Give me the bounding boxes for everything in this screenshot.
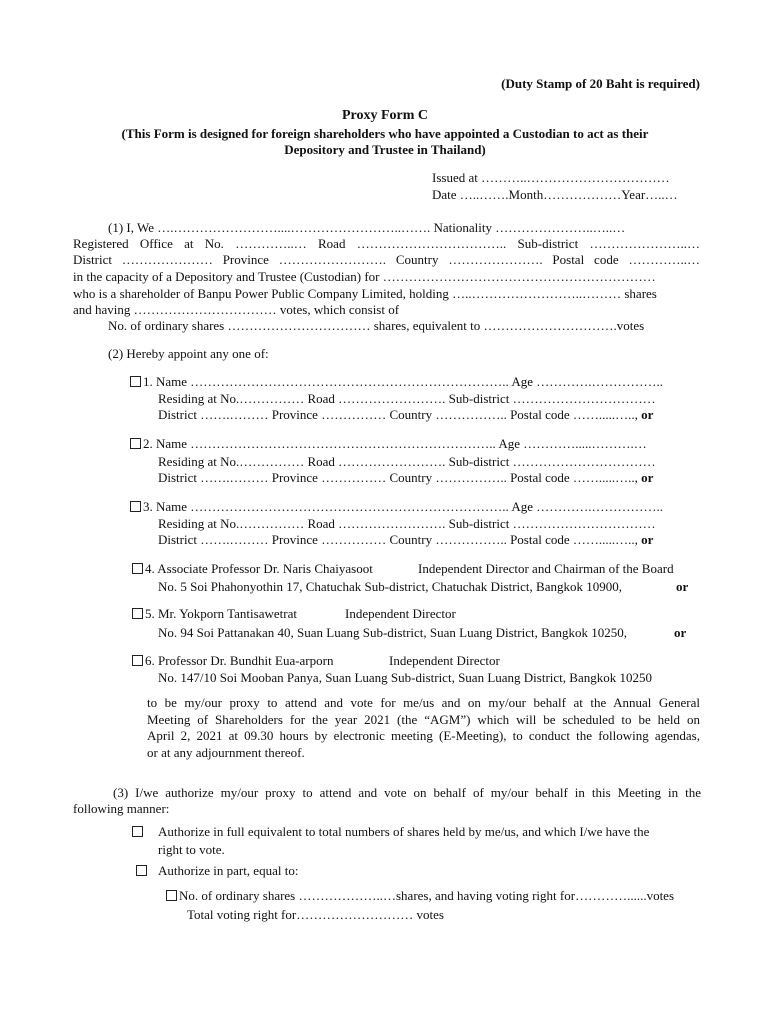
checkbox[interactable] xyxy=(166,890,177,901)
proxy-option-2[interactable] xyxy=(130,436,647,452)
director-4-address: No. 5 Soi Phahonyothin 17, Chatuchak Sub-district, Chatuchak District, Bangkok 10900, xyxy=(158,579,622,594)
or-label: or xyxy=(641,532,654,547)
text-line: to be my/our proxy to attend and vote for me/us and on my/our behalf at the Annual General xyxy=(147,695,700,710)
checkbox[interactable] xyxy=(132,826,143,837)
proxy-1-district[interactable] xyxy=(158,407,653,423)
district-text: District …….……… Province …………… Country …………….. Postal code …….....….., xyxy=(158,470,638,485)
checkbox[interactable] xyxy=(132,655,143,666)
authorize-full-label-cont: right to vote. xyxy=(158,842,225,857)
proxy-3-address[interactable]: Residing at No.…………… Road ……………………. Sub-district …………………………… xyxy=(158,516,656,531)
word: Road xyxy=(318,236,346,251)
authorize-part-label: Authorize in part, equal to: xyxy=(158,863,299,878)
proxy-name-field[interactable]: 3. Name ……………………………………………………………….. Age ………….…………….. xyxy=(143,499,663,514)
proxy-option-5[interactable] xyxy=(132,606,297,622)
word: …………………………….. xyxy=(356,236,507,251)
proxy-name-field[interactable]: 2. Name …………………………………………………………….. Age ………….....……….… xyxy=(143,436,647,451)
word: Office xyxy=(139,236,173,251)
word: Country xyxy=(395,252,439,267)
proxy-option-6[interactable] xyxy=(132,653,333,669)
or-label: or xyxy=(676,579,689,594)
date-field[interactable]: Date …..…….Month………………Year…..… xyxy=(432,187,678,202)
authorize-heading: (3) I/we authorize my/our proxy to attend and vote on behalf of my/our behalf in this Meeting in the xyxy=(113,785,701,800)
word: …………………. xyxy=(448,252,543,267)
word: at xyxy=(184,236,194,251)
duty-stamp-note: (Duty Stamp of 20 Baht is required) xyxy=(501,76,700,91)
ordinary-shares-line[interactable]: No. of ordinary shares …………………………… shares, equivalent to ………………………….votes xyxy=(108,318,645,333)
word: …………………..… xyxy=(589,236,700,251)
district-text: District …….……… Province …………… Country …………….. Postal code …….....….., xyxy=(158,407,638,422)
authorize-part-option[interactable] xyxy=(136,863,149,879)
director-name: 5. Mr. Yokporn Tantisawetrat xyxy=(145,606,297,621)
proxy-purpose-text xyxy=(147,695,700,761)
word: Sub-district xyxy=(517,236,579,251)
checkbox[interactable] xyxy=(132,563,143,574)
or-label: or xyxy=(674,625,687,640)
word: Province xyxy=(222,252,269,267)
director-6-role: Independent Director xyxy=(389,653,500,668)
director-name: 4. Associate Professor Dr. Naris Chaiyasoot xyxy=(145,561,373,576)
or-label: or xyxy=(641,470,654,485)
proxy-2-address[interactable]: Residing at No.…………… Road ……………………. Sub-district …………………………… xyxy=(158,454,656,469)
text-line: or at any adjournment thereof. xyxy=(147,744,305,760)
authorize-full-option[interactable] xyxy=(132,824,145,840)
director-4-role: Independent Director and Chairman of the Board xyxy=(418,561,674,576)
word: ……………………. xyxy=(278,252,386,267)
checkbox[interactable] xyxy=(130,438,141,449)
votes-line[interactable]: and having …………………………… votes, which consist of xyxy=(73,302,400,317)
word: …………..… xyxy=(235,236,307,251)
checkbox[interactable] xyxy=(130,376,141,387)
form-subtitle-2: Depository and Trustee in Thailand) xyxy=(284,142,486,157)
registered-office-line[interactable] xyxy=(73,236,700,252)
total-voting-right-field[interactable]: Total voting right for……………………… votes xyxy=(187,907,444,922)
director-5-role: Independent Director xyxy=(345,606,456,621)
authorize-full-label: Authorize in full equivalent to total numbers of shares held by me/us, and which I/we have the xyxy=(158,824,650,839)
ordinary-shares-part-option[interactable] xyxy=(166,888,674,904)
proxy-option-4[interactable] xyxy=(132,561,373,577)
proxy-3-district[interactable] xyxy=(158,532,653,548)
appoint-heading: (2) Hereby appoint any one of: xyxy=(108,346,269,361)
director-name: 6. Professor Dr. Bundhit Eua-arporn xyxy=(145,653,334,668)
text-line: Meeting of Shareholders for the year 2021 (the “AGM”) which will be scheduled to be held on xyxy=(147,711,700,727)
checkbox[interactable] xyxy=(136,865,147,876)
district-text: District …….……… Province …………… Country …………….. Postal code …….....….., xyxy=(158,532,638,547)
form-subtitle-1: (This Form is designed for foreign shareholders who have appointed a Custodian to act as their xyxy=(121,126,649,141)
proxy-2-district[interactable] xyxy=(158,470,653,486)
proxy-1-address[interactable]: Residing at No.…………… Road ……………………. Sub-district …………………………… xyxy=(158,391,656,406)
word: code xyxy=(594,252,619,267)
word: No. xyxy=(204,236,224,251)
form-title: Proxy Form C xyxy=(341,108,429,123)
checkbox[interactable] xyxy=(132,608,143,619)
proxy-option-1[interactable] xyxy=(130,374,663,390)
or-label: or xyxy=(641,407,654,422)
proxy-name-field[interactable]: 1. Name ……………………………………………………………….. Age ………….…………….. xyxy=(143,374,663,389)
word: Postal xyxy=(552,252,585,267)
checkbox[interactable] xyxy=(130,501,141,512)
word: …………..… xyxy=(628,252,700,267)
proxy-option-3[interactable] xyxy=(130,499,663,515)
shareholder-name-line[interactable]: (1) I, We ….……………………....……………………..……. Nationality …………………..…..… xyxy=(108,220,626,235)
word: ………………… xyxy=(121,252,213,267)
word: Registered xyxy=(73,236,129,251)
ordinary-shares-field[interactable]: No. of ordinary shares ………………..…shares, and having voting right for…………......votes xyxy=(179,888,675,903)
holding-line[interactable]: who is a shareholder of Banpu Power Public Company Limited, holding …..……………………..……… shares xyxy=(73,286,657,301)
text-line: April 2, 2021 at 09.30 hours by electronic meeting (E-Meeting), to conduct the following agendas, xyxy=(147,728,700,743)
authorize-heading-cont: following manner: xyxy=(73,801,170,816)
issued-at-field[interactable]: Issued at ………..…………………………… xyxy=(432,170,670,185)
director-5-address: No. 94 Soi Pattanakan 40, Suan Luang Sub-district, Suan Luang District, Bangkok 10250, xyxy=(158,625,628,640)
custodian-line[interactable]: in the capacity of a Depository and Trustee (Custodian) for ……………………………………………………… xyxy=(73,269,656,284)
word: District xyxy=(73,252,112,267)
district-line[interactable] xyxy=(73,252,700,268)
director-6-address: No. 147/10 Soi Mooban Panya, Suan Luang Sub-district, Suan Luang District, Bangkok 10250 xyxy=(158,670,652,685)
